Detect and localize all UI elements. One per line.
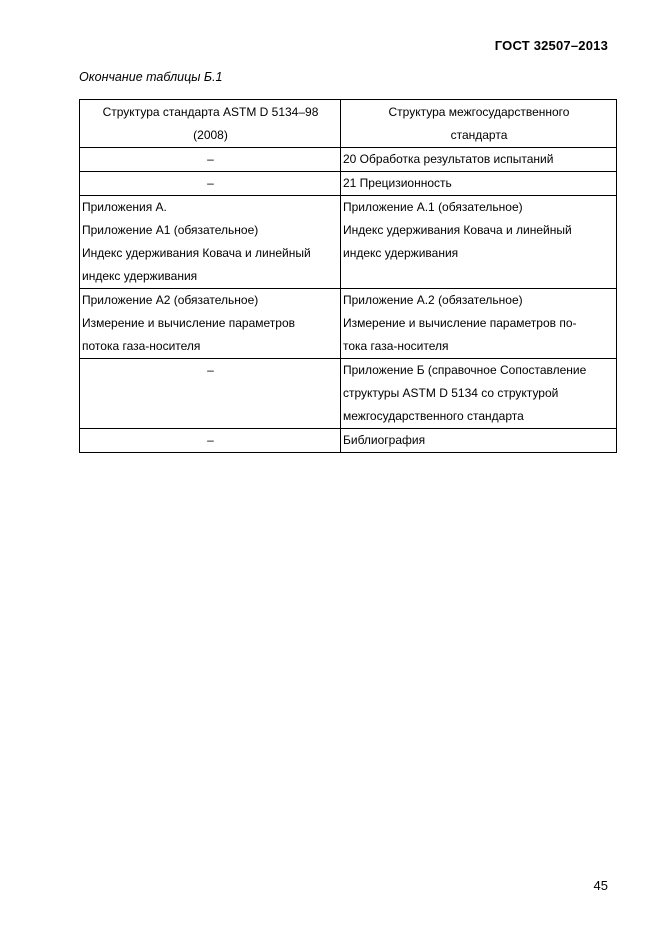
table-header-row [80,100,617,148]
cell-interstate [341,289,617,359]
table-row [80,429,617,453]
cell-astm [80,172,341,196]
cell-astm [80,359,341,429]
column-header-line: стандарта [450,128,508,142]
cell-line: Индекс удерживания Ковача и линейный [343,223,572,237]
cell-line: Приложение А.2 (обязательное) [343,293,523,307]
column-header-line: (2008) [193,128,228,142]
table-row [80,289,617,359]
cell-line: 21 Прецизионность [343,176,452,190]
cell-astm [80,196,341,289]
cell-line: – [207,433,214,447]
cell-interstate [341,196,617,289]
standard-id-header: ГОСТ 32507–2013 [494,38,608,53]
column-header-line: Структура стандарта ASTM D 5134–98 [102,105,319,119]
cell-line: индекс удерживания [343,246,459,260]
cell-interstate [341,148,617,172]
table-caption: Окончание таблицы Б.1 [79,70,223,84]
table-row [80,359,617,429]
cell-interstate [341,429,617,453]
cell-line: Измерение и вычисление параметров [82,316,296,330]
cell-line: потока газа-носителя [82,339,201,353]
cell-line: индекс удерживания [82,269,198,283]
cell-astm [80,429,341,453]
cell-line: Приложение А2 (обязательное) [82,293,259,307]
cell-line: Приложение А.1 (обязательное) [343,200,523,214]
cell-line: Приложения А. [82,200,167,214]
table-row [80,196,617,289]
column-header-interstate [341,100,617,148]
cell-line: – [207,176,214,190]
cell-line: межгосударственного стандарта [343,409,524,423]
cell-line: – [207,152,214,166]
cell-interstate [341,172,617,196]
cell-astm [80,289,341,359]
correspondence-table [79,99,617,453]
column-header-astm [80,100,341,148]
cell-line: тока газа-носителя [343,339,449,353]
cell-astm [80,148,341,172]
cell-line: Приложение Б (справочное Сопоставление [343,363,587,377]
cell-interstate [341,359,617,429]
table-row [80,148,617,172]
table-row [80,172,617,196]
page-number: 45 [593,878,608,893]
cell-line: Приложение А1 (обязательное) [82,223,259,237]
cell-line: структуры ASTM D 5134 со структурой [343,386,559,400]
cell-line: – [207,363,214,377]
cell-line: Библиография [343,433,426,447]
cell-line: Измерение и вычисление параметров по- [343,316,577,330]
cell-line: Индекс удерживания Ковача и линейный [82,246,311,260]
cell-line: 20 Обработка результатов испытаний [343,152,554,166]
column-header-line: Структура межгосударственного [388,105,570,119]
